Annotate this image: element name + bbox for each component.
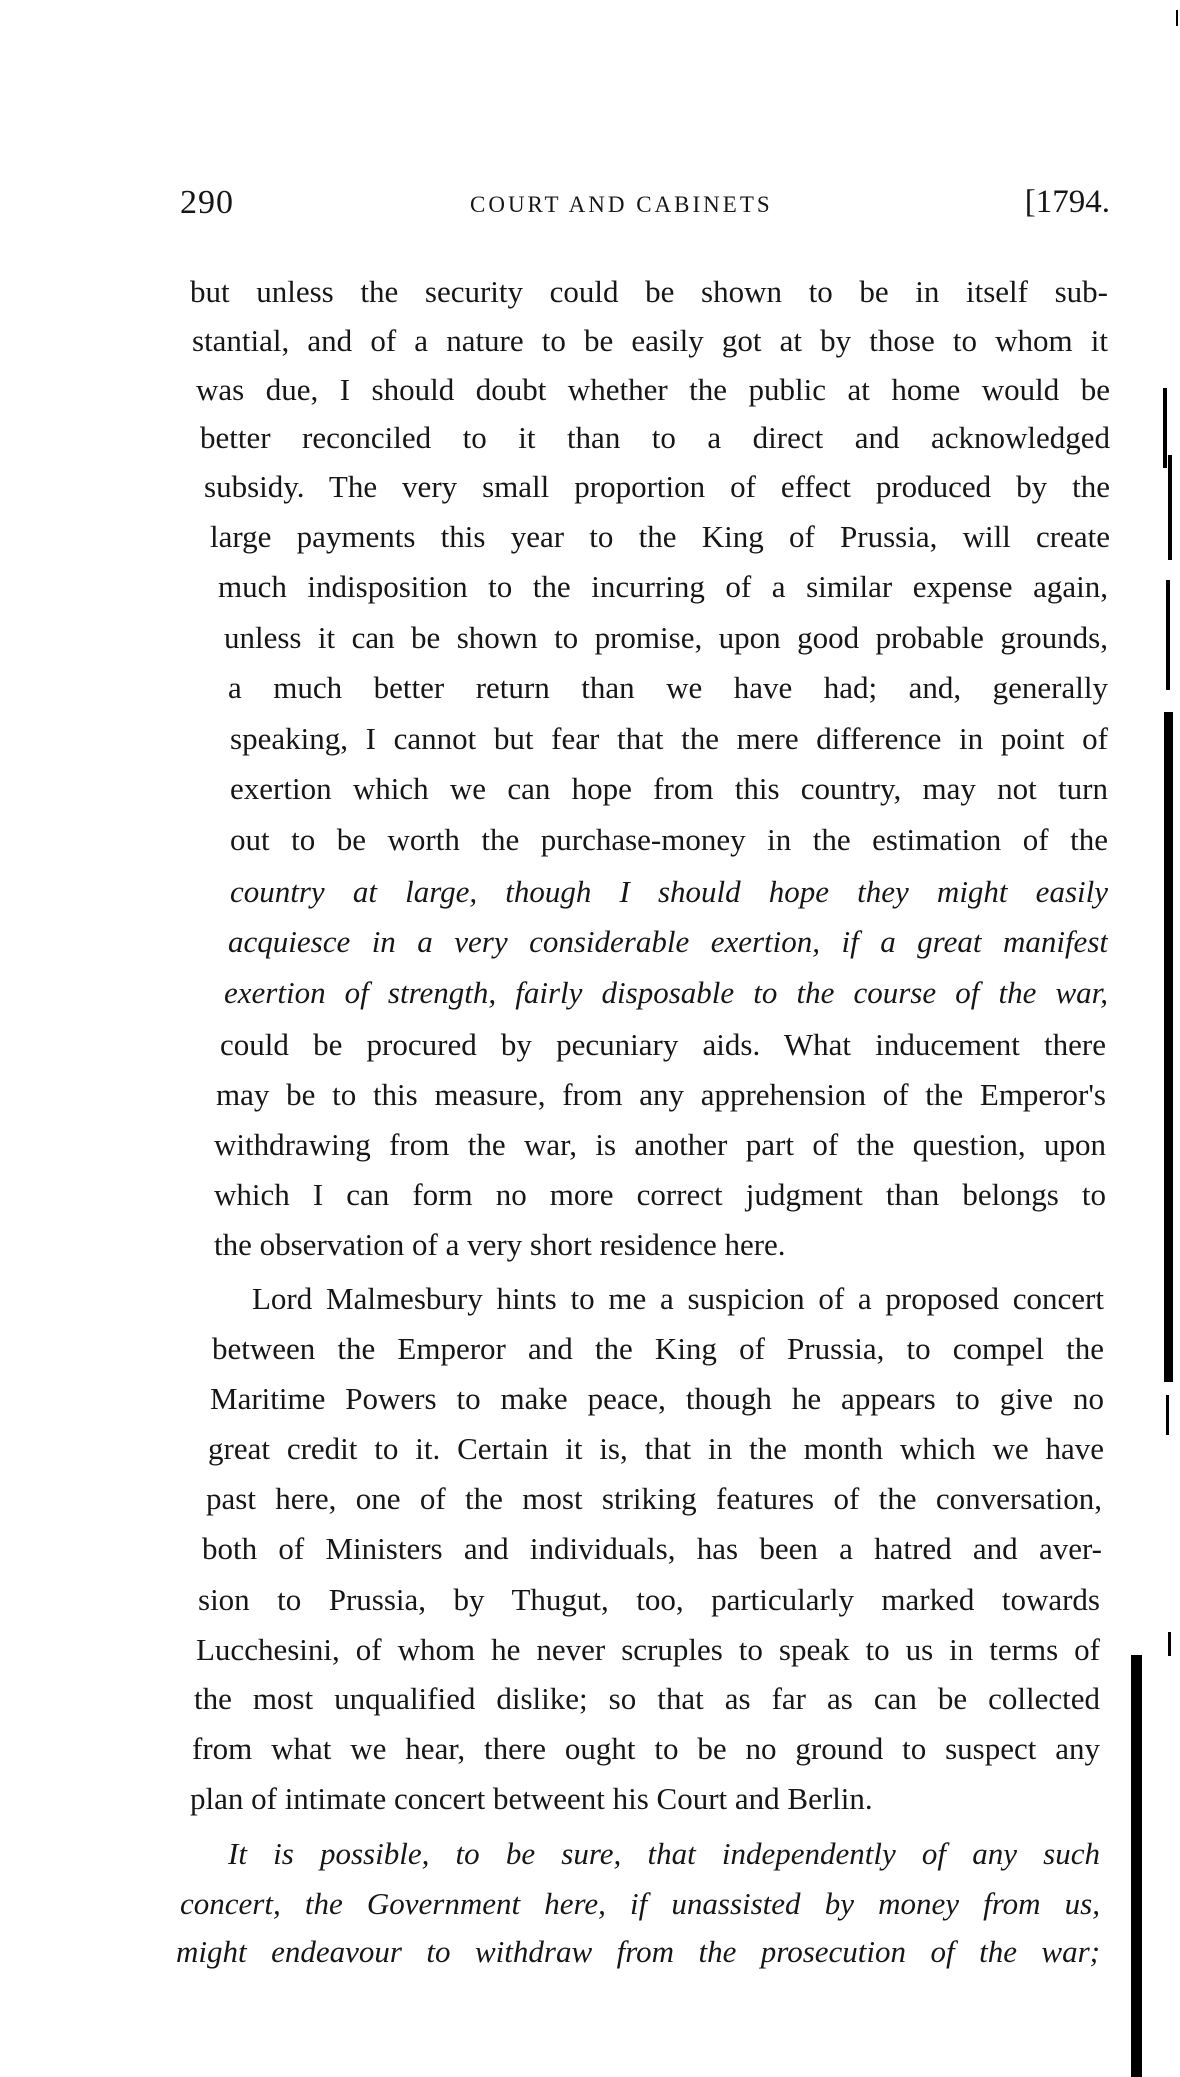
text-line: speaking, I cannot but fear that the mere difference in point of <box>230 721 1108 756</box>
text-line: withdrawing from the war, is another part of the question, upon <box>214 1127 1106 1162</box>
text-line: much indisposition to the incurring of a similar expense again, <box>218 569 1108 604</box>
text-line: a much better return than we have had; and, generally <box>228 670 1108 705</box>
text-line: stantial, and of a nature to be easily got at by those to whom it <box>192 323 1108 358</box>
text-line: out to be worth the purchase-money in the estimation of the <box>230 822 1108 857</box>
scan-gutter-shadow <box>1168 455 1172 560</box>
text-line: between the Emperor and the King of Prussia, to compel the <box>212 1331 1104 1366</box>
text-line: subsidy. The very small proportion of effect produced by the <box>204 469 1110 504</box>
running-title: COURT AND CABINETS <box>470 192 773 217</box>
text-line: past here, one of the most striking features of the conversation, <box>206 1481 1102 1516</box>
text-line: Lucchesini, of whom he never scruples to speak to us in terms of <box>196 1632 1100 1667</box>
scan-gutter-shadow <box>1166 580 1170 690</box>
text-line: was due, I should doubt whether the public at home would be <box>196 372 1110 407</box>
text-line: both of Ministers and individuals, has been a hatred and aver- <box>202 1531 1102 1566</box>
text-line: great credit to it. Certain it is, that in the month which we have <box>208 1431 1104 1466</box>
text-line: Maritime Powers to make peace, though he appears to give no <box>210 1381 1104 1416</box>
text-line: acquiesce in a very considerable exertion, if a great manifest <box>228 924 1108 959</box>
text-line: plan of intimate concert betweent his Court and Berlin. <box>190 1781 873 1816</box>
text-line: which I can form no more correct judgment than belongs to <box>214 1177 1106 1212</box>
text-line: concert, the Government here, if unassisted by money from us, <box>180 1886 1100 1921</box>
scan-gutter-shadow <box>1164 712 1173 1382</box>
text-line: sion to Prussia, by Thugut, too, particularly marked towards <box>198 1582 1100 1617</box>
text-line: large payments this year to the King of Prussia, will create <box>210 519 1110 554</box>
text-line: It is possible, to be sure, that independently of any such <box>228 1836 1100 1871</box>
scan-gutter-shadow <box>1168 1632 1171 1656</box>
scan-gutter-shadow <box>1176 10 1178 26</box>
running-year: [1794. <box>1024 184 1110 220</box>
scan-gutter-shadow <box>1166 1395 1169 1435</box>
text-line: better reconciled to it than to a direct and acknowledged <box>200 420 1110 455</box>
text-line: exertion of strength, fairly disposable to the course of the war, <box>224 975 1108 1010</box>
page-number: 290 <box>180 184 234 221</box>
scan-gutter-shadow <box>1163 388 1167 468</box>
text-line: country at large, though I should hope they might easily <box>230 874 1108 909</box>
text-line: exertion which we can hope from this country, may not turn <box>230 771 1108 806</box>
text-line: unless it can be shown to promise, upon good probable grounds, <box>224 620 1108 655</box>
text-line: Lord Malmesbury hints to me a suspicion of a proposed concert <box>252 1281 1104 1316</box>
text-line: could be procured by pecuniary aids. What inducement there <box>220 1027 1106 1062</box>
text-line: the most unqualified dislike; so that as far as can be collected <box>194 1681 1100 1716</box>
text-line: might endeavour to withdraw from the prosecution of the war; <box>176 1934 1100 1969</box>
text-line: the observation of a very short residence here. <box>214 1227 786 1262</box>
scan-gutter-shadow <box>1131 1655 1142 2077</box>
running-head <box>180 184 1110 228</box>
text-line: from what we hear, there ought to be no ground to suspect any <box>192 1731 1100 1766</box>
text-line: but unless the security could be shown to be in itself sub- <box>190 274 1108 309</box>
text-line: may be to this measure, from any apprehension of the Emperor's <box>216 1077 1106 1112</box>
